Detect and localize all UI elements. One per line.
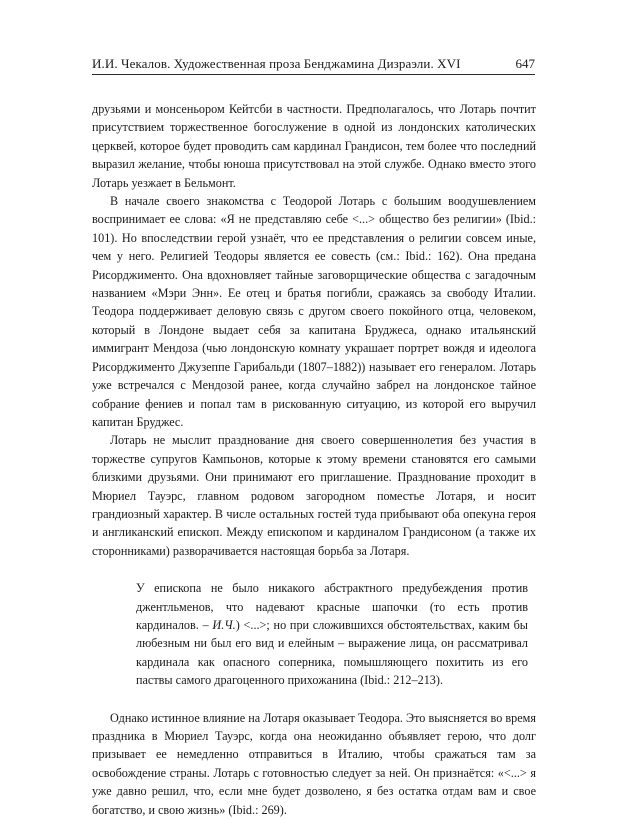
block-quote [136, 579, 528, 689]
quote-initials: И.Ч. [212, 617, 236, 632]
page-number: 647 [515, 56, 535, 71]
quote-text-after: ) <...>; но при сложившихся обстоятельствах, каким бы любезным ни был его вид и елейным – выражение лица, он рассматривал кардинала как опасного соперника, помышляющего похитить из его паствы самого драгоценного прихожанина (Ibid.: 212–213). [136, 617, 528, 688]
paragraph: Лотарь не мыслит празднование дня своего совершеннолетия без участия в торжестве супругов Кампьонов, которые к этому времени становятся его самыми близкими друзьями. Они принимают его приглашение. Празднование проходит в Мюриел Тауэрс, главном родовом загородном поместье Лотаря, и носит грандиозный характер. В числе остальных гостей туда прибывают оба опекуна героя и англиканский епископ. Между епископом и кардиналом Грандисоном (а также их сторонниками) разворачивается настоящая борьба за Лотаря. [92, 433, 536, 558]
running-head: И.И. Чекалов. Художественная проза Бенджамина Дизраэли. XVI [92, 56, 461, 71]
page-header [92, 52, 535, 75]
quote-text [136, 579, 528, 689]
paragraph-continuation: друзьями и монсеньором Кейтсби в частности. Предполагалось, что Лотарь почтит присутствием торжественное богослужение в одной из лондонских католических церквей, которое будет проводить сам кардинал Грандисон, тем более что последний выразил желание, чтобы юноша присутствовал на этой службе. Однако вместо этого Лотарь уезжает в Бельмонт. [92, 102, 536, 190]
paragraph: В начале своего знакомства с Теодорой Лотарь с большим воодушевлением воспринимает ее слова: «Я не представляю себе <...> общество без религии» (Ibid.: 101). Но впоследствии герой узнаёт, что ее представления о религии совсем иные, чем у него. Религией Теодоры является ее совесть (см.: Ibid.: 162). Она предана Рисорджименто. Она вдохновляет тайные заговорщические общества с загадочным названием «Мэри Энн». Ее отец и братья погибли, сражаясь за свободу Италии. Теодора поддерживает деловую связь с другом своего покойного отца, человеком, который в Лондоне выдает себя за капитана Бруджеса, однако итальянский иммигрант Мендоза (чью лондонскую комнату украшает портрет вождя и идеолога Рисорджименто Джузеппе Гарибальди (1807–1882)) называет его генералом. Лотарь уже встречался с Мендозой ранее, когда случайно забрел на лондонское тайное собрание фениев и попал там в рискованную ситуацию, из которой его выручил капитан Бруджес. [92, 194, 536, 429]
main-text [92, 100, 536, 819]
paragraph-final: Однако истинное влияние на Лотаря оказывает Теодора. Это выясняется во время праздника в Мюриел Тауэрс, когда она неожиданно объявляет герою, что долг призывает ее немедленно отправиться в Италию, чтобы сражаться там за освобождение страны. Лотарь с готовностью следует за ней. Он признаётся: «<...> я уже давно решил, что, если мне будет дозволено, я без остатка отдам вам и свое богатство, и свою жизнь» (Ibid.: 269). [92, 710, 536, 817]
quote-text-before: У епископа не было никакого абстрактного предубеждения против джентльменов, что надевают красные шапочки (то есть против кардиналов. – [136, 581, 528, 632]
